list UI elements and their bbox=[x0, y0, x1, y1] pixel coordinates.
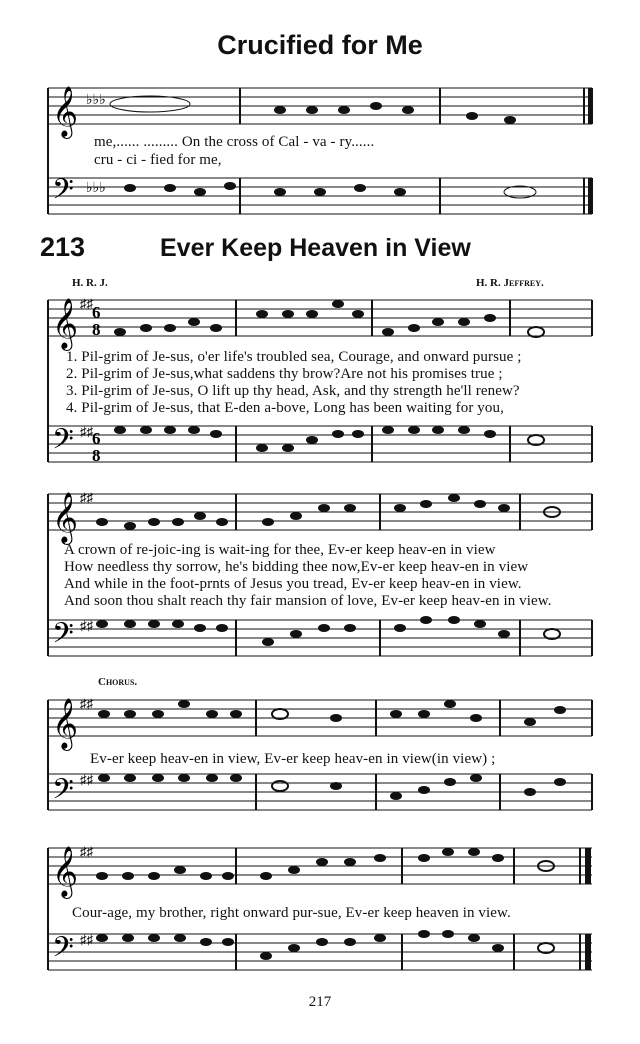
svg-text:♯♯: ♯♯ bbox=[80, 618, 93, 633]
svg-text:𝄞: 𝄞 bbox=[52, 492, 79, 543]
verse-line-1-2: 2. Pil-grim of Je-sus,what saddens thy brow?Are not his promises true ; bbox=[66, 366, 503, 382]
hymn-number: 213 bbox=[40, 232, 86, 262]
svg-text:𝄞: 𝄞 bbox=[52, 698, 79, 749]
music-system-prev bbox=[40, 76, 600, 226]
verse-line-2-2: How needless thy sorrow, he's bidding thee now,Ev-er keep heav-en in view bbox=[64, 559, 529, 575]
chorus-line-2: Cour-age, my brother, right onward pur-sue, Ev-er keep heaven in view. bbox=[72, 905, 511, 921]
chorus-line-1: Ev-er keep heav-en in view, Ev-er keep heav-en in view(in view) ; bbox=[90, 751, 496, 767]
music-system-2 bbox=[40, 484, 600, 674]
svg-text:8: 8 bbox=[92, 446, 101, 465]
svg-text:♭♭♭: ♭♭♭ bbox=[86, 181, 106, 196]
prev-hymn-title: Crucified for Me bbox=[217, 30, 423, 60]
svg-text:♯♯: ♯♯ bbox=[80, 844, 93, 859]
svg-text:♯♯: ♯♯ bbox=[80, 490, 93, 505]
svg-text:𝄢: 𝄢 bbox=[52, 423, 74, 463]
music-system-1 bbox=[40, 290, 600, 480]
verse-line-2-4: And soon thou shalt reach thy fair mansion of love, Ev-er keep heav-en in view. bbox=[64, 593, 552, 609]
svg-text:♯♯: ♯♯ bbox=[80, 932, 93, 947]
svg-text:♯♯: ♯♯ bbox=[80, 296, 93, 311]
verse-line-2-1: A crown of re-joic-ing is wait-ing for thee, Ev-er keep heav-en in view bbox=[64, 542, 496, 558]
verse-line-1-4: 4. Pil-grim of Je-sus, that E-den a-bove, Long has been waiting for you, bbox=[66, 400, 504, 416]
svg-text:♯♯: ♯♯ bbox=[80, 424, 93, 439]
svg-text:𝄞: 𝄞 bbox=[52, 846, 79, 897]
svg-text:𝄢: 𝄢 bbox=[52, 173, 74, 213]
verse-line-1-3: 3. Pil-grim of Je-sus, O lift up thy head, Ask, and thy strength he'll renew? bbox=[66, 383, 520, 399]
chorus-label: Chorus. bbox=[98, 676, 138, 688]
svg-text:♯♯: ♯♯ bbox=[80, 696, 93, 711]
verse-line-2-3: And while in the foot-prnts of Jesus you tread, Ev-er keep heav-en in view. bbox=[64, 576, 522, 592]
score-staff-treble bbox=[40, 76, 600, 226]
music-system-4 bbox=[40, 834, 600, 984]
svg-text:𝄢: 𝄢 bbox=[52, 617, 74, 657]
prev-lyric-line-2: cru - ci - fied for me, bbox=[94, 152, 222, 168]
verse-line-1-1: 1. Pil-grim of Je-sus, o'er life's troubled sea, Courage, and onward pursue ; bbox=[66, 349, 522, 365]
prev-lyric-line-1: me,...... ......... On the cross of Cal - va - ry...... bbox=[94, 134, 375, 150]
composer-credit: H. R. Jeffrey. bbox=[476, 277, 544, 289]
music-system-3 bbox=[40, 686, 600, 826]
svg-text:6: 6 bbox=[92, 429, 101, 448]
svg-text:♯♯: ♯♯ bbox=[80, 772, 93, 787]
svg-text:8: 8 bbox=[92, 320, 101, 339]
svg-text:6: 6 bbox=[92, 303, 101, 322]
lyricist-credit: H. R. J. bbox=[72, 277, 108, 289]
svg-text:𝄞: 𝄞 bbox=[52, 298, 79, 349]
svg-text:♭♭♭: ♭♭♭ bbox=[86, 93, 106, 108]
hymn-title: Ever Keep Heaven in View bbox=[160, 234, 471, 262]
svg-text:𝄢: 𝄢 bbox=[52, 931, 74, 971]
page-number: 217 bbox=[308, 994, 332, 1010]
svg-text:𝄞: 𝄞 bbox=[52, 86, 79, 137]
svg-text:𝄢: 𝄢 bbox=[52, 773, 74, 813]
